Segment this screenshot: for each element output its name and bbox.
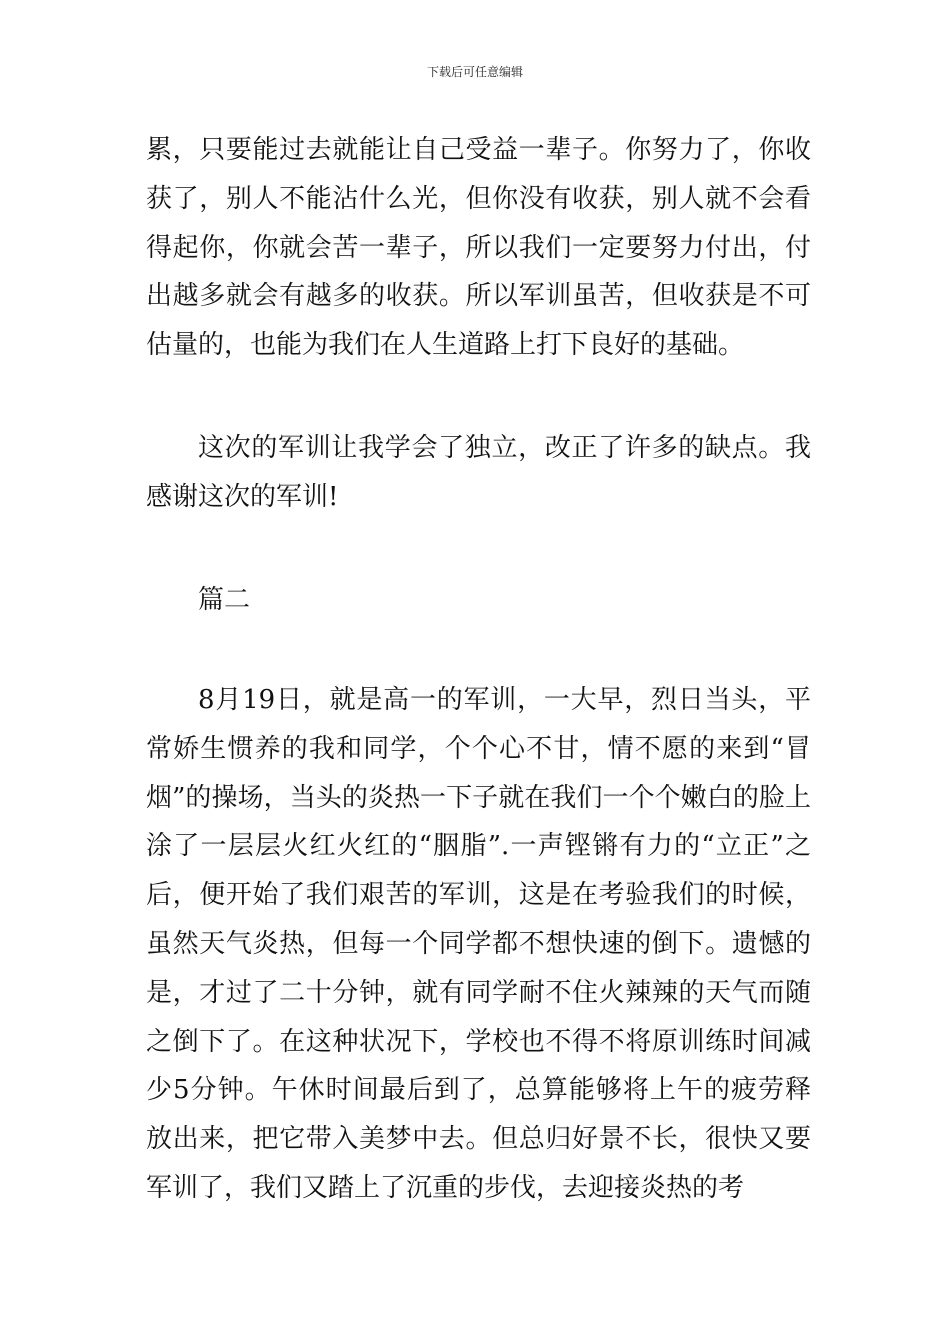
page-header: 下载后可任意编辑 [426, 65, 523, 79]
paragraph-section-two: 8月19日，就是高一的军训，一大早，烈日当头，平常娇生惯养的我和同学，个个心不甘，情不愿的来到“冒烟”的操场，当头的炎热一下子就在我们一个个嫩白的脸上涂了一层层火红火红的“胭脂”.一声铿锵有力的“立正”之后，便开始了我们艰苦的军训，这是在考验我们的时候，虽然天气炎热，但每一个同学都不想快速的倒下。遗憾的是，才过了二十分钟，就有同学耐不住火辣辣的天气而随之倒下了。在这种状况下，学校也不得不将原训练时间减少5分钟。午休时间最后到了，总算能够将上午的疲劳释放出来，把它带入美梦中去。但总归好景不长，很快又要军训了，我们又踏上了沉重的步伐，去迎接炎热的考 [146, 685, 811, 1203]
section-heading: 篇二 [198, 585, 251, 615]
paragraph-conclusion: 这次的军训让我学会了独立，改正了许多的缺点。我感谢这次的军训! [146, 433, 811, 512]
paragraph-continuation: 累，只要能过去就能让自己受益一辈子。你努力了，你收获了，别人不能沾什么光，但你没有收获，别人就不会看得起你，你就会苦一辈子，所以我们一定要努力付出，付出越多就会有越多的收获。所以军训虽苦，但收获是不可估量的，也能为我们在人生道路上打下良好的基础。 [146, 135, 811, 361]
